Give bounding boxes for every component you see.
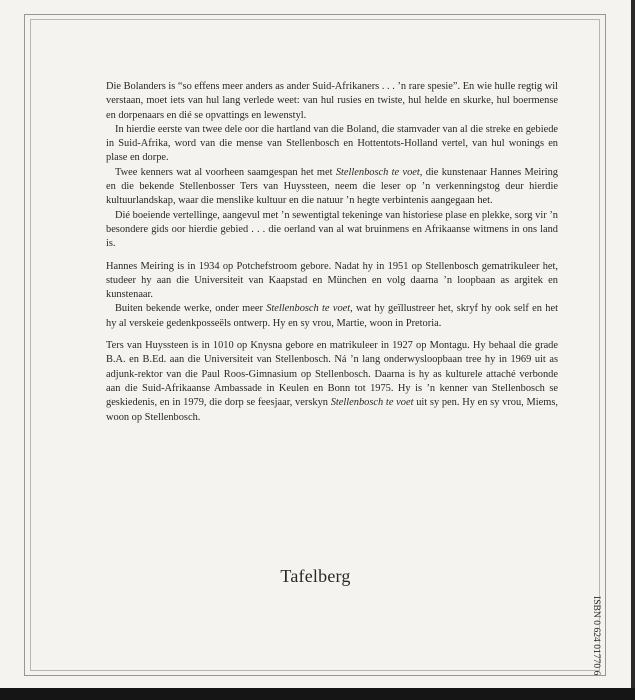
paragraph-illustrations: Dié boeiende vertellinge, aangevul met ’n sewentigtal tekeninge van historiese plase en plekke, sorg vir ’n besondere gids oor hierdie gebied . . . die oerland van al wat bruinmens en Afrikaanse witmens in ons land is. — [106, 209, 558, 250]
right-edge-shadow — [631, 0, 635, 700]
isbn-number: ISBN 0 624 01770 6 — [591, 596, 602, 676]
bio-meiring: Hannes Meiring is in 1934 op Potchefstroom gebore. Nadat hy in 1951 op Stellenbosch gematrikuleer het, studeer hy aan die Universiteit van Kaapstad en München en volg daarna ’n loopbaan as argitek en kunstenaar. — [106, 260, 558, 301]
bio-van-huyssteen-end: uit sy pen. Hy en sy vrou, Miems, woon op Stellenbosch. — [106, 397, 558, 423]
book-title-italic: Stellenbosch te voet — [335, 166, 420, 178]
paragraph-authors-end: , die kunstenaar Hannes Meiring en die bekende Stellenbosser Ters van Huyssteen, neem die leser op ’n verkenningstog deur hierdie kultuurlandskap, waar die menslike kultuur en die natuur ’n hegte verbintenis aangegaan het. — [106, 166, 558, 207]
paragraph-authors-start: Twee kenners wat al voorheen saamgespan het met — [115, 166, 336, 178]
bio-meiring-works — [106, 302, 558, 331]
publisher-name: Tafelberg — [280, 566, 351, 586]
bio-van-huyssteen-start: Ters van Huyssteen is in 1010 op Knysna gebore en matrikuleer in 1927 op Montagu. Hy behaal die grade B.A. en B.Ed. aan die Universiteit van Stellenbosch. Ná ’n lang onderwysloopbaan tree hy in 1969 uit as adjunk-rektor van die Paul Roos-Gimnasium op Stellenbosch. Daarna is hy as kulturele attaché verbonde aan die Suid-Afrikaanse Ambassade in Keulen en Bonn tot 1975. Hy is ’n kenner van Stellenbosch se geskiedenis, en in 1979, die dorp se feesjaar, verskyn — [106, 340, 558, 409]
paragraph-authors — [106, 166, 558, 209]
bio-meiring-works-start: Buiten bekende werke, onder meer — [115, 303, 267, 315]
book-title-italic: Stellenbosch te voet — [330, 397, 414, 409]
bottom-edge-shadow — [0, 688, 635, 700]
book-title-italic: Stellenbosch te voet — [266, 303, 351, 315]
paragraph-part-one: In hierdie eerste van twee dele oor die hartland van die Boland, die stamvader van al die streke en gebiede in Suid-Afrika, word van die mense van Stellenbosch en Hottentots-Holland vertel, van hul wonings en plase en dorpe. — [106, 123, 558, 164]
bio-van-huyssteen — [106, 339, 558, 425]
bio-meiring-works-end: , wat hy geïllustreer het, skryf hy ook self en het hy al verskeie gedenkposseëls ontwerp. Hy en sy vrou, Martie, woon in Pretoria. — [106, 303, 558, 329]
blurb-text — [106, 80, 558, 425]
paragraph-intro: Die Bolanders is “so effens meer anders as ander Suid-Afrikaners . . . ’n rare spesie”. En wie hulle regtig wil verstaan, moet iets van hul lang verlede weet: van hul rusies en twiste, hul helde en skurke, hul boermense en dorpenaars en dié se opvattings en lewenstyl. — [106, 81, 558, 121]
